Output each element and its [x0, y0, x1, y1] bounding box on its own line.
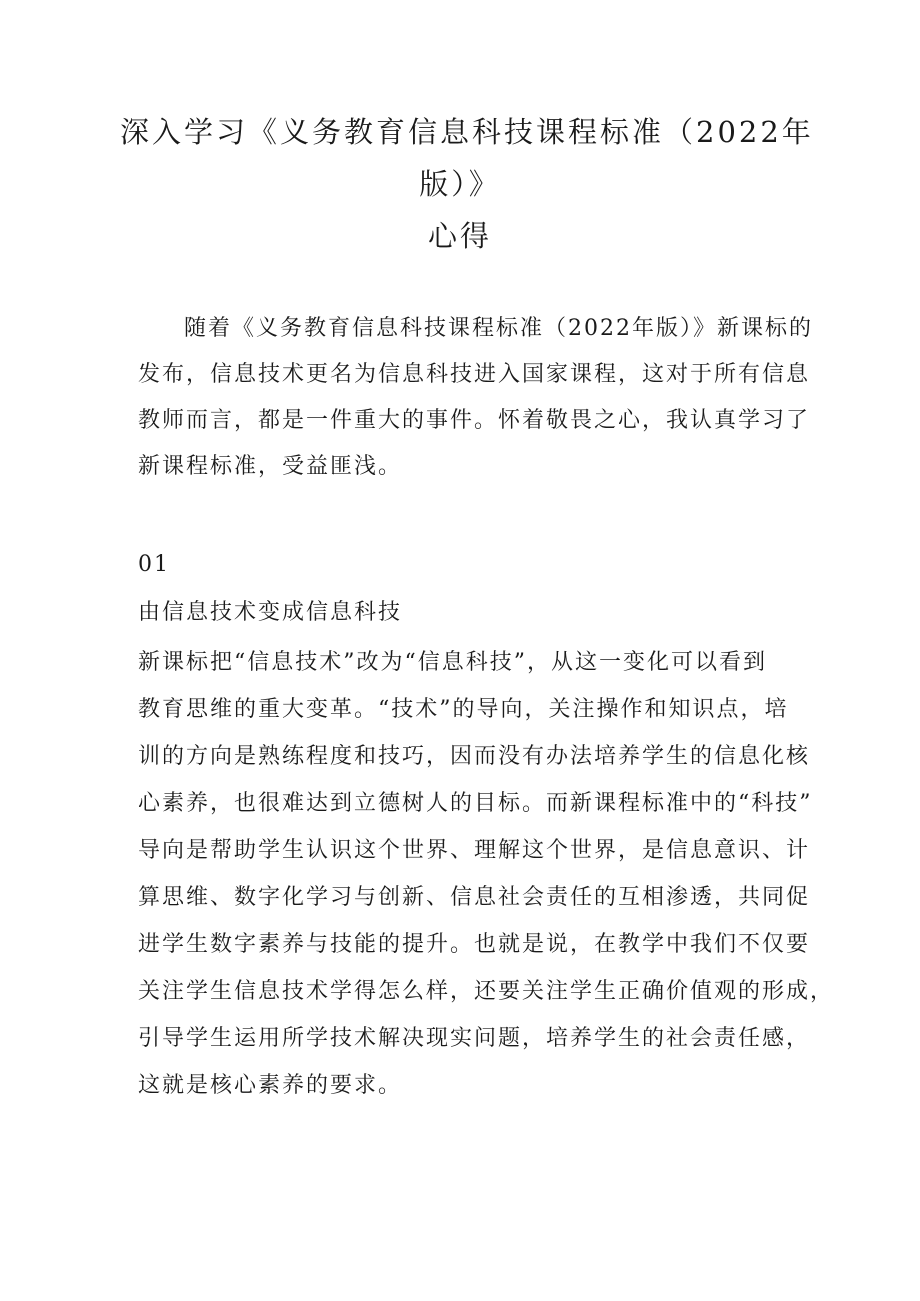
- section-number: 01: [138, 552, 170, 577]
- section-heading: 由信息技术变成信息科技: [138, 600, 403, 625]
- body-line-10: 这就是核心素养的要求。: [138, 1073, 403, 1098]
- title-line-2: 版）》: [419, 167, 501, 201]
- body-line-6: 算思维、数字化学习与创新、信息社会责任的互相渗透，共同促: [138, 885, 811, 910]
- title-line-1: 深入学习《义务教育信息科技课程标准（2022年: [120, 115, 814, 149]
- title-line-3: 心得: [427, 219, 492, 253]
- body-line-4: 心素养，也很难达到立德树人的目标。而新课程标准中的“科技”: [138, 791, 813, 816]
- body-line-7: 进学生数字素养与技能的提升。也就是说，在教学中我们不仅要: [138, 932, 811, 957]
- body-line-3: 训的方向是熟练程度和技巧，因而没有办法培养学生的信息化核: [138, 744, 811, 769]
- body-line-8: 关注学生信息技术学得怎么样，还要关注学生正确价值观的形成，: [138, 979, 835, 1004]
- body-line-9: 引导学生运用所学技术解决现实问题，培养学生的社会责任感，: [138, 1026, 811, 1051]
- intro-line-1: 随着《义务教育信息科技课程标准（2022年版）》新课标的: [184, 316, 813, 341]
- intro-line-4: 新课程标准，受益匪浅。: [138, 454, 403, 479]
- intro-line-2: 发布，信息技术更名为信息科技进入国家课程，这对于所有信息: [138, 362, 811, 387]
- body-line-1: 新课标把“信息技术”改为“信息科技”，从这一变化可以看到: [138, 650, 767, 675]
- body-line-2: 教育思维的重大变革。“技术”的导向，关注操作和知识点，培: [138, 697, 789, 722]
- body-line-5: 导向是帮助学生认识这个世界、理解这个世界，是信息意识、计: [138, 838, 811, 863]
- intro-line-3: 教师而言，都是一件重大的事件。怀着敬畏之心，我认真学习了: [138, 408, 811, 433]
